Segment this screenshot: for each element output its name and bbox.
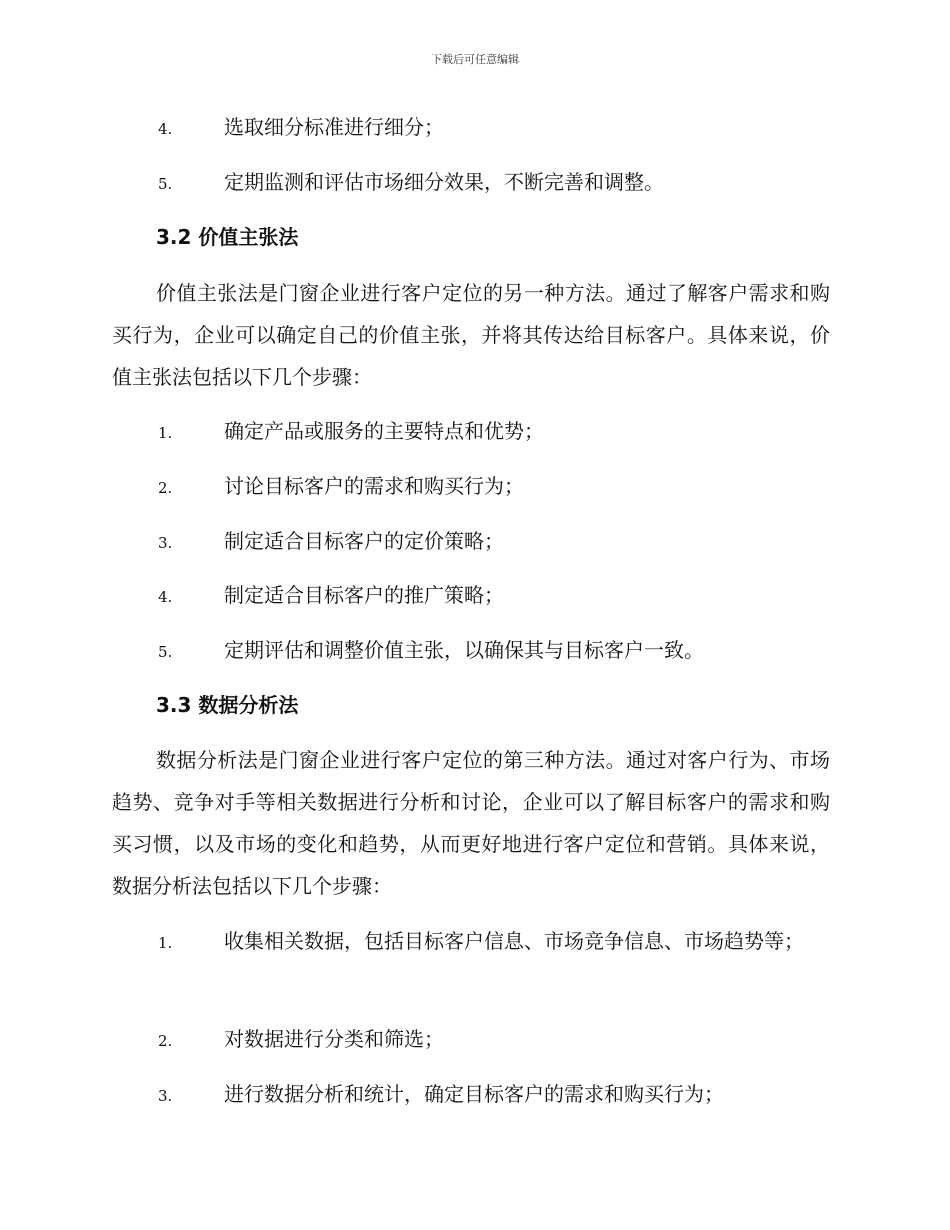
paragraph: 价值主张法是门窗企业进行客户定位的另一种方法。通过了解客户需求和购买行为，企业可以确定自己的价值主张，并将其传达给目标客户。具体来说，价值主张法包括以下几个步骤： bbox=[112, 281, 830, 389]
list-number: 3. bbox=[158, 1087, 173, 1105]
list-text: 定期监测和评估市场细分效果，不断完善和调整。 bbox=[224, 170, 664, 194]
list-item bbox=[158, 106, 444, 150]
list-item bbox=[158, 410, 544, 454]
list-item bbox=[158, 574, 504, 618]
list-item bbox=[158, 520, 504, 564]
list-number: 5. bbox=[158, 175, 173, 193]
list-text: 确定产品或服务的主要特点和优势； bbox=[224, 419, 544, 443]
list-text: 收集相关数据，包括目标客户信息、市场竞争信息、市场趋势等； bbox=[224, 929, 804, 953]
list-number: 1. bbox=[158, 424, 173, 442]
list-text: 制定适合目标客户的定价策略； bbox=[224, 529, 504, 553]
list-item bbox=[158, 161, 664, 205]
list-number: 4. bbox=[158, 588, 173, 606]
list-item bbox=[112, 920, 828, 964]
list-number: 2. bbox=[158, 1032, 173, 1050]
list-text: 定期评估和调整价值主张，以确保其与目标客户一致。 bbox=[224, 638, 704, 662]
page-header: 下载后可任意编辑 bbox=[431, 53, 519, 66]
list-text: 进行数据分析和统计，确定目标客户的需求和购买行为； bbox=[224, 1082, 724, 1106]
list-number: 3. bbox=[158, 534, 173, 552]
list-text: 对数据进行分类和筛选； bbox=[224, 1027, 444, 1051]
list-number: 2. bbox=[158, 479, 173, 497]
list-text: 制定适合目标客户的推广策略； bbox=[224, 583, 504, 607]
list-number: 4. bbox=[158, 120, 173, 138]
list-number: 5. bbox=[158, 643, 173, 661]
list-text: 讨论目标客户的需求和购买行为； bbox=[224, 474, 524, 498]
paragraph: 数据分析法是门窗企业进行客户定位的第三种方法。通过对客户行为、市场趋势、竞争对手等相关数据进行分析和讨论，企业可以了解目标客户的需求和购买习惯，以及市场的变化和趋势，从而更好地进行客户定位和营销。具体来说，数据分析法包括以下几个步骤： bbox=[112, 748, 830, 898]
list-text: 选取细分标准进行细分； bbox=[224, 115, 444, 139]
list-item bbox=[158, 1018, 444, 1062]
list-item bbox=[158, 629, 704, 673]
list-item bbox=[158, 1073, 724, 1117]
section-heading: 3.2 价值主张法 bbox=[156, 225, 299, 249]
section-heading: 3.3 数据分析法 bbox=[156, 693, 299, 717]
list-item bbox=[158, 465, 524, 509]
list-number: 1. bbox=[158, 934, 173, 952]
